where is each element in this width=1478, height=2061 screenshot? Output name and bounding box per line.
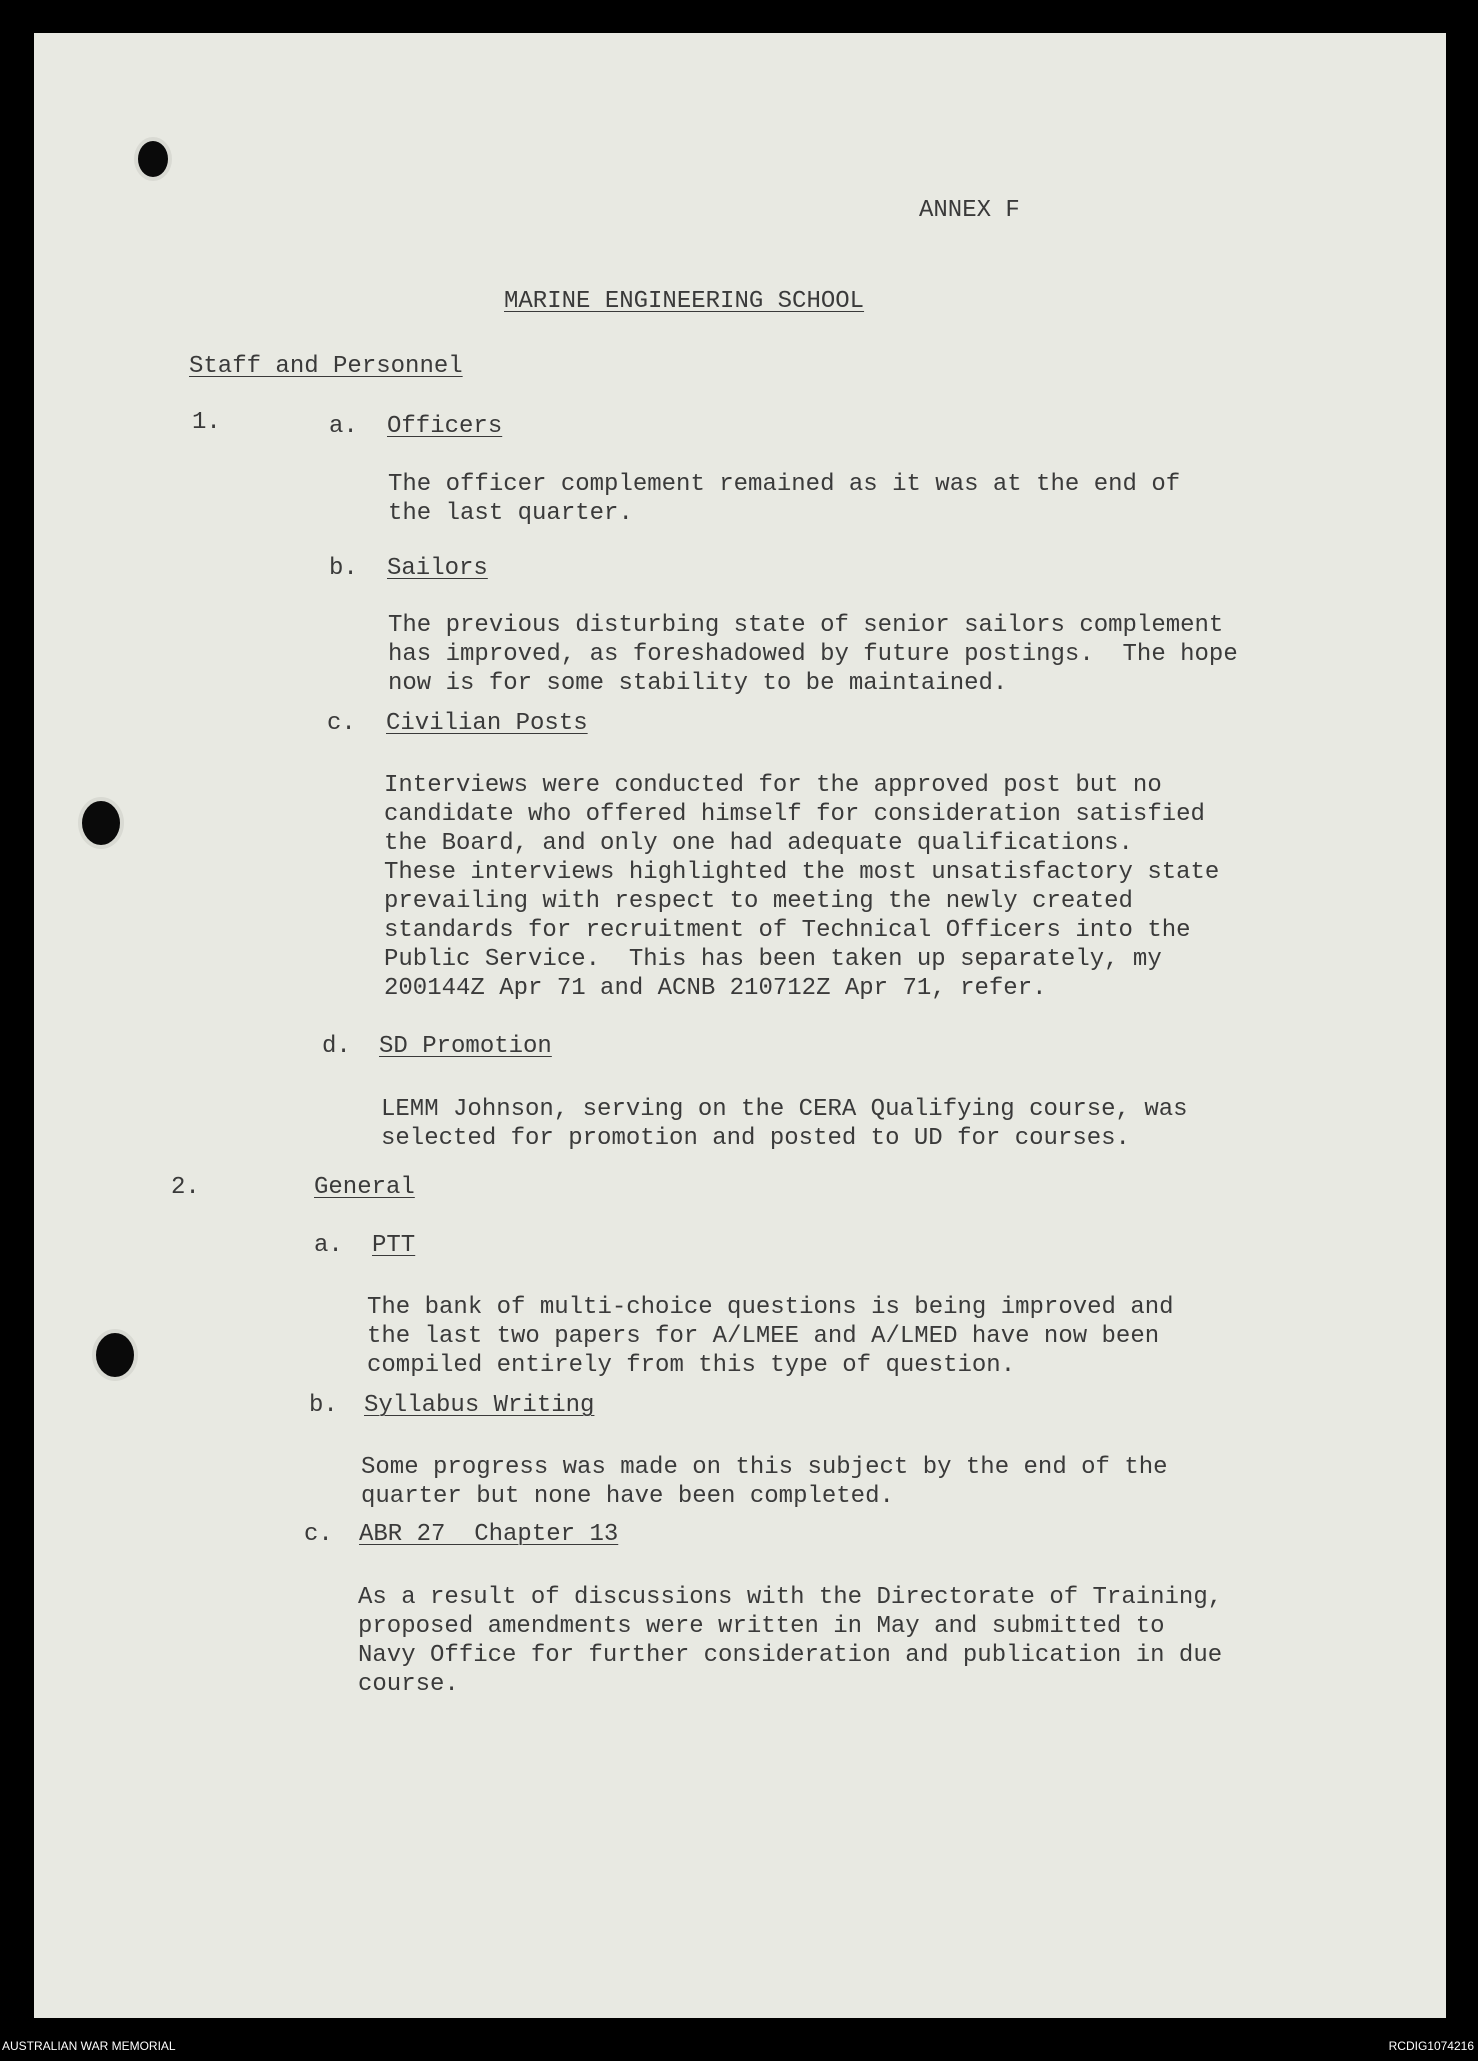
document-title: MARINE ENGINEERING SCHOOL xyxy=(504,288,865,315)
paragraph-line: Some progress was made on this subject by the end of the xyxy=(361,1454,1168,1481)
paragraph-line: LEMM Johnson, serving on the CERA Qualifying course, was xyxy=(381,1096,1188,1123)
punch-hole-middle xyxy=(82,801,120,845)
section2-number: 2. xyxy=(171,1174,200,1201)
paragraph-line: the Board, and only one had adequate qualifications. xyxy=(384,830,1133,857)
section2-heading: General xyxy=(314,1174,415,1201)
footer-record-id: RCDIG1074216 xyxy=(1388,2039,1474,2053)
paragraph-line: Public Service. This has been taken up separately, my xyxy=(384,946,1162,973)
paragraph-line: selected for promotion and posted to UD for courses. xyxy=(381,1125,1130,1152)
paragraph-line: These interviews highlighted the most unsatisfactory state xyxy=(384,859,1220,886)
paragraph-line: now is for some stability to be maintained. xyxy=(388,670,1008,697)
paragraph-line: course. xyxy=(358,1671,459,1698)
item-letter: a. xyxy=(329,413,358,440)
punch-hole-top xyxy=(138,141,168,177)
paragraph-line: Navy Office for further consideration and publication in due xyxy=(358,1642,1223,1669)
paragraph-line: has improved, as foreshadowed by future postings. The hope xyxy=(388,641,1238,668)
paragraph-line: prevailing with respect to meeting the newly created xyxy=(384,888,1133,915)
item-letter: c. xyxy=(304,1521,333,1548)
paragraph-line: candidate who offered himself for consideration satisfied xyxy=(384,801,1205,828)
paragraph-line: As a result of discussions with the Directorate of Training, xyxy=(358,1584,1223,1611)
paragraph-line: the last quarter. xyxy=(388,500,633,527)
item-letter: c. xyxy=(327,710,356,737)
paragraph-line: compiled entirely from this type of question. xyxy=(367,1352,1016,1379)
document-page xyxy=(34,33,1446,2018)
paragraph-line: quarter but none have been completed. xyxy=(361,1483,894,1510)
footer-source: AUSTRALIAN WAR MEMORIAL xyxy=(2,2039,176,2053)
item-letter: b. xyxy=(329,555,358,582)
item-title-ptt: PTT xyxy=(372,1232,416,1259)
section1-number: 1. xyxy=(192,409,221,436)
paragraph-line: Interviews were conducted for the approved post but no xyxy=(384,772,1162,799)
annex-label: ANNEX F xyxy=(919,197,1020,224)
item-title-officers: Officers xyxy=(387,413,503,440)
item-title-sailors: Sailors xyxy=(387,555,488,582)
paragraph-line: proposed amendments were written in May and submitted to xyxy=(358,1613,1165,1640)
section1-heading: Staff and Personnel xyxy=(189,353,463,380)
item-title-abr-27: ABR 27 Chapter 13 xyxy=(359,1521,619,1548)
item-letter: a. xyxy=(314,1232,343,1259)
paragraph-line: standards for recruitment of Technical Officers into the xyxy=(384,917,1191,944)
punch-hole-bottom xyxy=(96,1333,134,1377)
item-title-sd-promotion: SD Promotion xyxy=(379,1033,552,1060)
paragraph-line: 200144Z Apr 71 and ACNB 210712Z Apr 71, refer. xyxy=(384,975,1047,1002)
item-letter: b. xyxy=(309,1392,338,1419)
item-title-syllabus-writing: Syllabus Writing xyxy=(364,1392,595,1419)
paragraph-line: The bank of multi-choice questions is being improved and xyxy=(367,1294,1174,1321)
paragraph-line: The previous disturbing state of senior sailors complement xyxy=(388,612,1224,639)
paragraph-line: The officer complement remained as it was at the end of xyxy=(388,471,1181,498)
item-title-civilian-posts: Civilian Posts xyxy=(386,710,588,737)
paragraph-line: the last two papers for A/LMEE and A/LMED have now been xyxy=(367,1323,1160,1350)
item-letter: d. xyxy=(322,1033,351,1060)
